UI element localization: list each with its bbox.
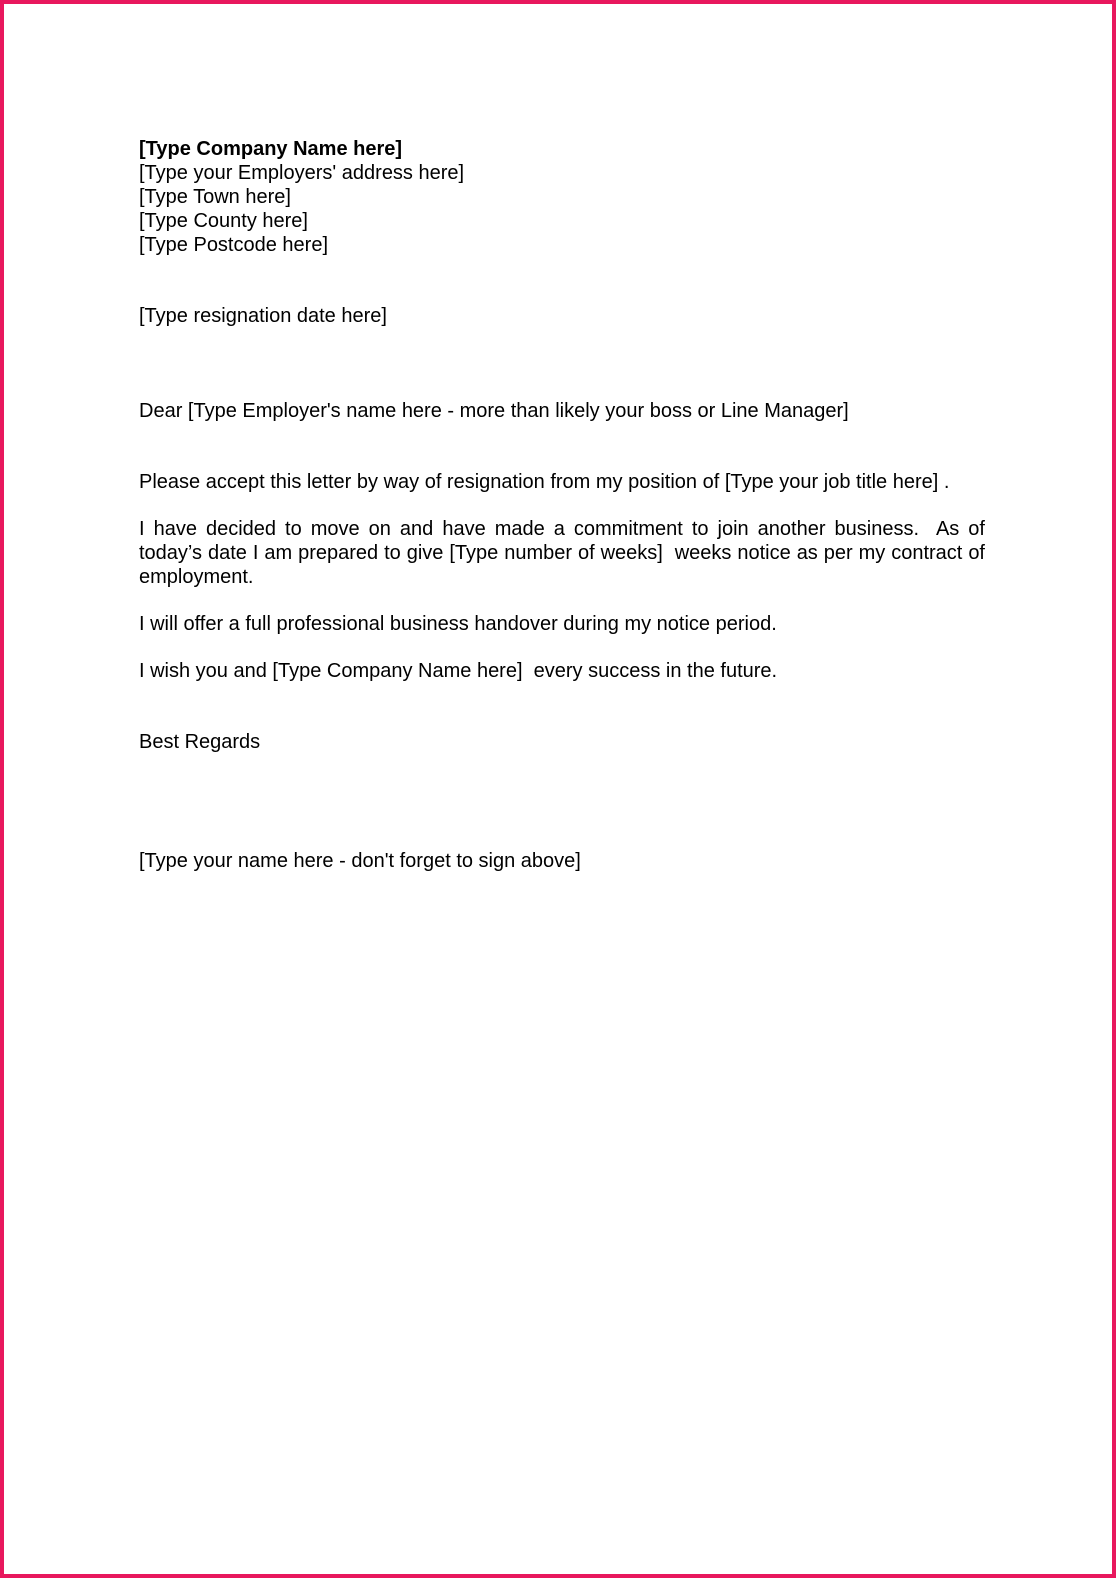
company-name: [Type Company Name here] <box>139 138 403 160</box>
paragraph-handover: I will offer a full professional business handover during my notice period. <box>139 613 777 635</box>
signature-name: [Type your name here - don't forget to sign above] <box>139 850 581 872</box>
employer-address: [Type your Employers' address here] <box>139 162 465 184</box>
resignation-date: [Type resignation date here] <box>139 305 387 327</box>
paragraph-wishes: I wish you and [Type Company Name here] every success in the future. <box>139 660 778 682</box>
employer-county: [Type County here] <box>139 210 308 232</box>
paragraph-position: Please accept this letter by way of resignation from my position of [Type your job title here] . <box>139 471 950 493</box>
closing: Best Regards <box>139 731 261 753</box>
employer-postcode: [Type Postcode here] <box>139 234 329 256</box>
salutation: Dear [Type Employer's name here - more than likely your boss or Line Manager] <box>139 400 849 422</box>
resignation-letter <box>139 137 991 873</box>
paragraph-notice: I have decided to move on and have made a commitment to join another business. As of today’s date I am prepared to give [Type number of weeks] weeks notice as per my contract of employment. <box>139 518 991 588</box>
employer-town: [Type Town here] <box>139 186 291 208</box>
